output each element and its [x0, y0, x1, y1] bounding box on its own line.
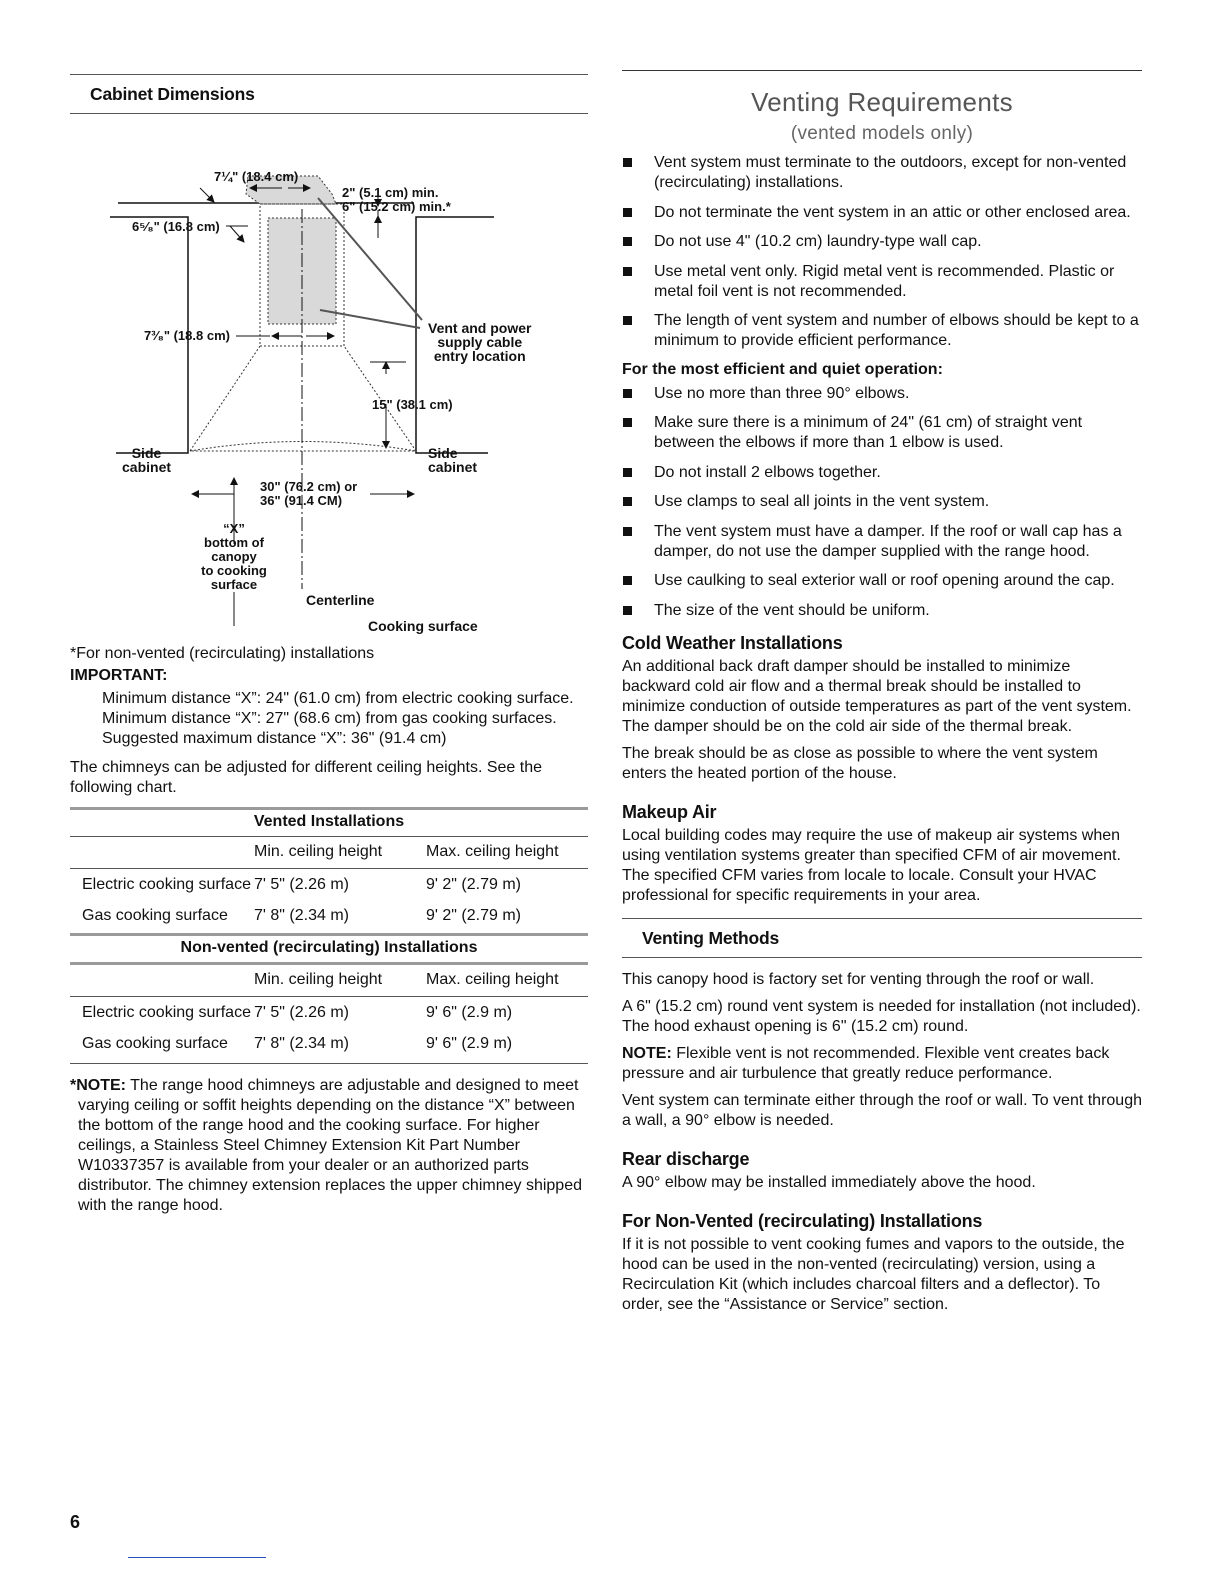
methods-p4: Vent system can terminate either through the roof or wall. To vent through a wall, a 90° elbow is needed. [622, 1091, 1142, 1129]
important-list [102, 689, 588, 749]
important-line-1: Minimum distance “X”: 24" (61.0 cm) from electric cooking surface. [102, 690, 574, 707]
list-item: The length of vent system and number of elbows should be kept to a minimum to provide efficient performance. [622, 311, 1142, 351]
important-title: IMPORTANT: [70, 667, 168, 684]
section-title: Venting Methods [642, 927, 780, 948]
table-row: Electric cooking surface 7' 5" (2.26 m) 9' 6" (2.9 m) [82, 1004, 513, 1021]
list-item: Do not terminate the vent system in an attic or other enclosed area. [622, 203, 1142, 223]
requirements-list [622, 153, 1142, 351]
table-row: Electric cooking surface 7' 5" (2.26 m) 9' 2" (2.79 m) [82, 876, 521, 893]
dim-clearance-min: 2" (5.1 cm) min. [342, 185, 439, 200]
nonvented-table-title: Non-vented (recirculating) Installations [180, 939, 478, 956]
dim-width-line2: 36" (91.4 CM) [260, 493, 343, 508]
dim-width-line1: 30" (76.2 cm) or [260, 479, 358, 494]
chimney-intro: The chimneys can be adjusted for different ceiling heights. See the following chart. [70, 759, 542, 796]
centerline-label: Centerline [306, 592, 375, 608]
list-item: Use no more than three 90° elbows. [622, 384, 1142, 404]
list-item: Use caulking to seal exterior wall or roof opening around the cap. [622, 571, 1142, 591]
table-row: Gas cooking surface 7' 8" (2.34 m) 9' 6" (2.9 m) [82, 1035, 513, 1052]
list-item: Use clamps to seal all joints in the vent system. [622, 492, 1142, 512]
nonvented-header-row: Min. ceiling height Max. ceiling height [254, 971, 559, 988]
list-item: The size of the vent should be uniform. [622, 601, 1142, 621]
dim-width-top: 7¼" (18.4 cm) [214, 169, 299, 184]
list-item: Make sure there is a minimum of 24" (61 cm) of straight vent between the elbows if more than 1 elbow is used. [622, 413, 1142, 453]
dim-left-offset: 6⁵⁄₈" (16.8 cm) [132, 219, 220, 234]
nonvented-text: If it is not possible to vent cooking fumes and vapors to the outside, the hood can be used in the non-vented (recirculating) version, using a Recirculation Kit (which includes charcoal filters and a deflector). To order, see the “Assistance or Service” section. [622, 1235, 1125, 1313]
list-item: The vent system must have a damper. If the roof or wall cap has a damper, do not use the damper supplied with the range hood. [622, 522, 1142, 562]
important-line-2: Minimum distance “X”: 27" (68.6 cm) from gas cooking surfaces. [102, 710, 557, 727]
rear-discharge-text: A 90° elbow may be installed immediately above the hood. [622, 1173, 1036, 1191]
dim-clearance-recirc: 6" (15.2 cm) min.* [342, 199, 451, 214]
nonvented-title: For Non-Vented (recirculating) Installations [622, 1210, 983, 1231]
page-number: 6 [70, 1512, 81, 1532]
section-title: Cabinet Dimensions [90, 84, 255, 104]
vented-header-row: Min. ceiling height Max. ceiling height [254, 843, 559, 860]
efficient-title: For the most efficient and quiet operation: [622, 360, 943, 378]
list-item: Do not use 4" (10.2 cm) laundry-type wall cap. [622, 232, 1142, 252]
table-row: Gas cooking surface 7' 8" (2.34 m) 9' 2" (2.79 m) [82, 907, 521, 924]
dim-center-offset: 7³⁄₈" (18.8 cm) [144, 328, 230, 343]
venting-methods-header [622, 918, 1142, 958]
important-line-3: Suggested maximum distance “X”: 36" (91.4 cm) [102, 730, 447, 747]
list-item: Use metal vent only. Rigid metal vent is recommended. Plastic or metal foil vent is not recommended. [622, 262, 1142, 302]
footer-line [128, 1557, 266, 1558]
methods-note: NOTE: Flexible vent is not recommended. Flexible vent creates back pressure and air turbulence that greatly reduce performance. [622, 1044, 1110, 1082]
right-column [622, 70, 1142, 1315]
list-item: Vent system must terminate to the outdoors, except for non-vented (recirculating) installations. [622, 153, 1142, 193]
efficient-list [622, 384, 1142, 621]
dim-vertical: 15" (38.1 cm) [372, 397, 453, 412]
cabinet-dimensions-header [70, 74, 588, 114]
vented-table-title: Vented Installations [253, 813, 405, 830]
diagram-drawing [70, 114, 588, 626]
methods-p1: This canopy hood is factory set for venting through the roof or wall. [622, 970, 1095, 988]
cold-weather-p2: The break should be as close as possible to where the vent system enters the heated portion of the house. [622, 744, 1098, 782]
cold-weather-title: Cold Weather Installations [622, 632, 843, 653]
side-cabinet-left: Side cabinet [122, 445, 172, 475]
chimney-note: *NOTE: The range hood chimneys are adjustable and designed to meet varying ceiling or soffit heights depending on the distance “X” between the bottom of the range hood and the cooking surface. For higher ceilings, a Stainless Steel Chimney Extension Kit Part Number W10337357 is available from your dealer or an authorized parts distributor. The chimney extension replaces the upper chimney shipped with the range hood. [70, 1077, 582, 1214]
methods-p2: A 6" (15.2 cm) round vent system is needed for installation (not included). The hood exhaust opening is 6" (15.2 cm) round. [622, 997, 1141, 1035]
x-distance-label: “X” bottom of canopy to cooking surface [201, 521, 267, 592]
cooking-surface-label: Cooking surface [368, 618, 478, 634]
cold-weather-p1: An additional back draft damper should be installed to minimize backward cold air flow and a thermal break should be installed to minimize conduction of outside temperatures as part of the vent system. The damper should be on the cold air side of the thermal break. [622, 657, 1132, 735]
venting-subtitle: (vented models only) [790, 123, 974, 144]
recirc-footnote: *For non-vented (recirculating) installations [70, 645, 375, 662]
rear-discharge-title: Rear discharge [622, 1148, 750, 1169]
list-item: Do not install 2 elbows together. [622, 463, 1142, 483]
ceiling-height-chart [70, 807, 588, 1064]
makeup-air-text: Local building codes may require the use of makeup air systems when using ventilation systems greater than specified CFM of air movement. The specified CFM varies from locale to locale. Consult your HVAC professional for specific requirements in your area. [622, 826, 1121, 904]
makeup-air-title: Makeup Air [622, 801, 717, 822]
cabinet-dimensions-diagram [70, 114, 588, 634]
side-cabinet-right: Side cabinet [428, 445, 478, 475]
venting-title: Venting Requirements [751, 87, 1013, 117]
vent-label: Vent and power supply cable entry location [428, 320, 532, 364]
left-column [70, 74, 588, 1216]
